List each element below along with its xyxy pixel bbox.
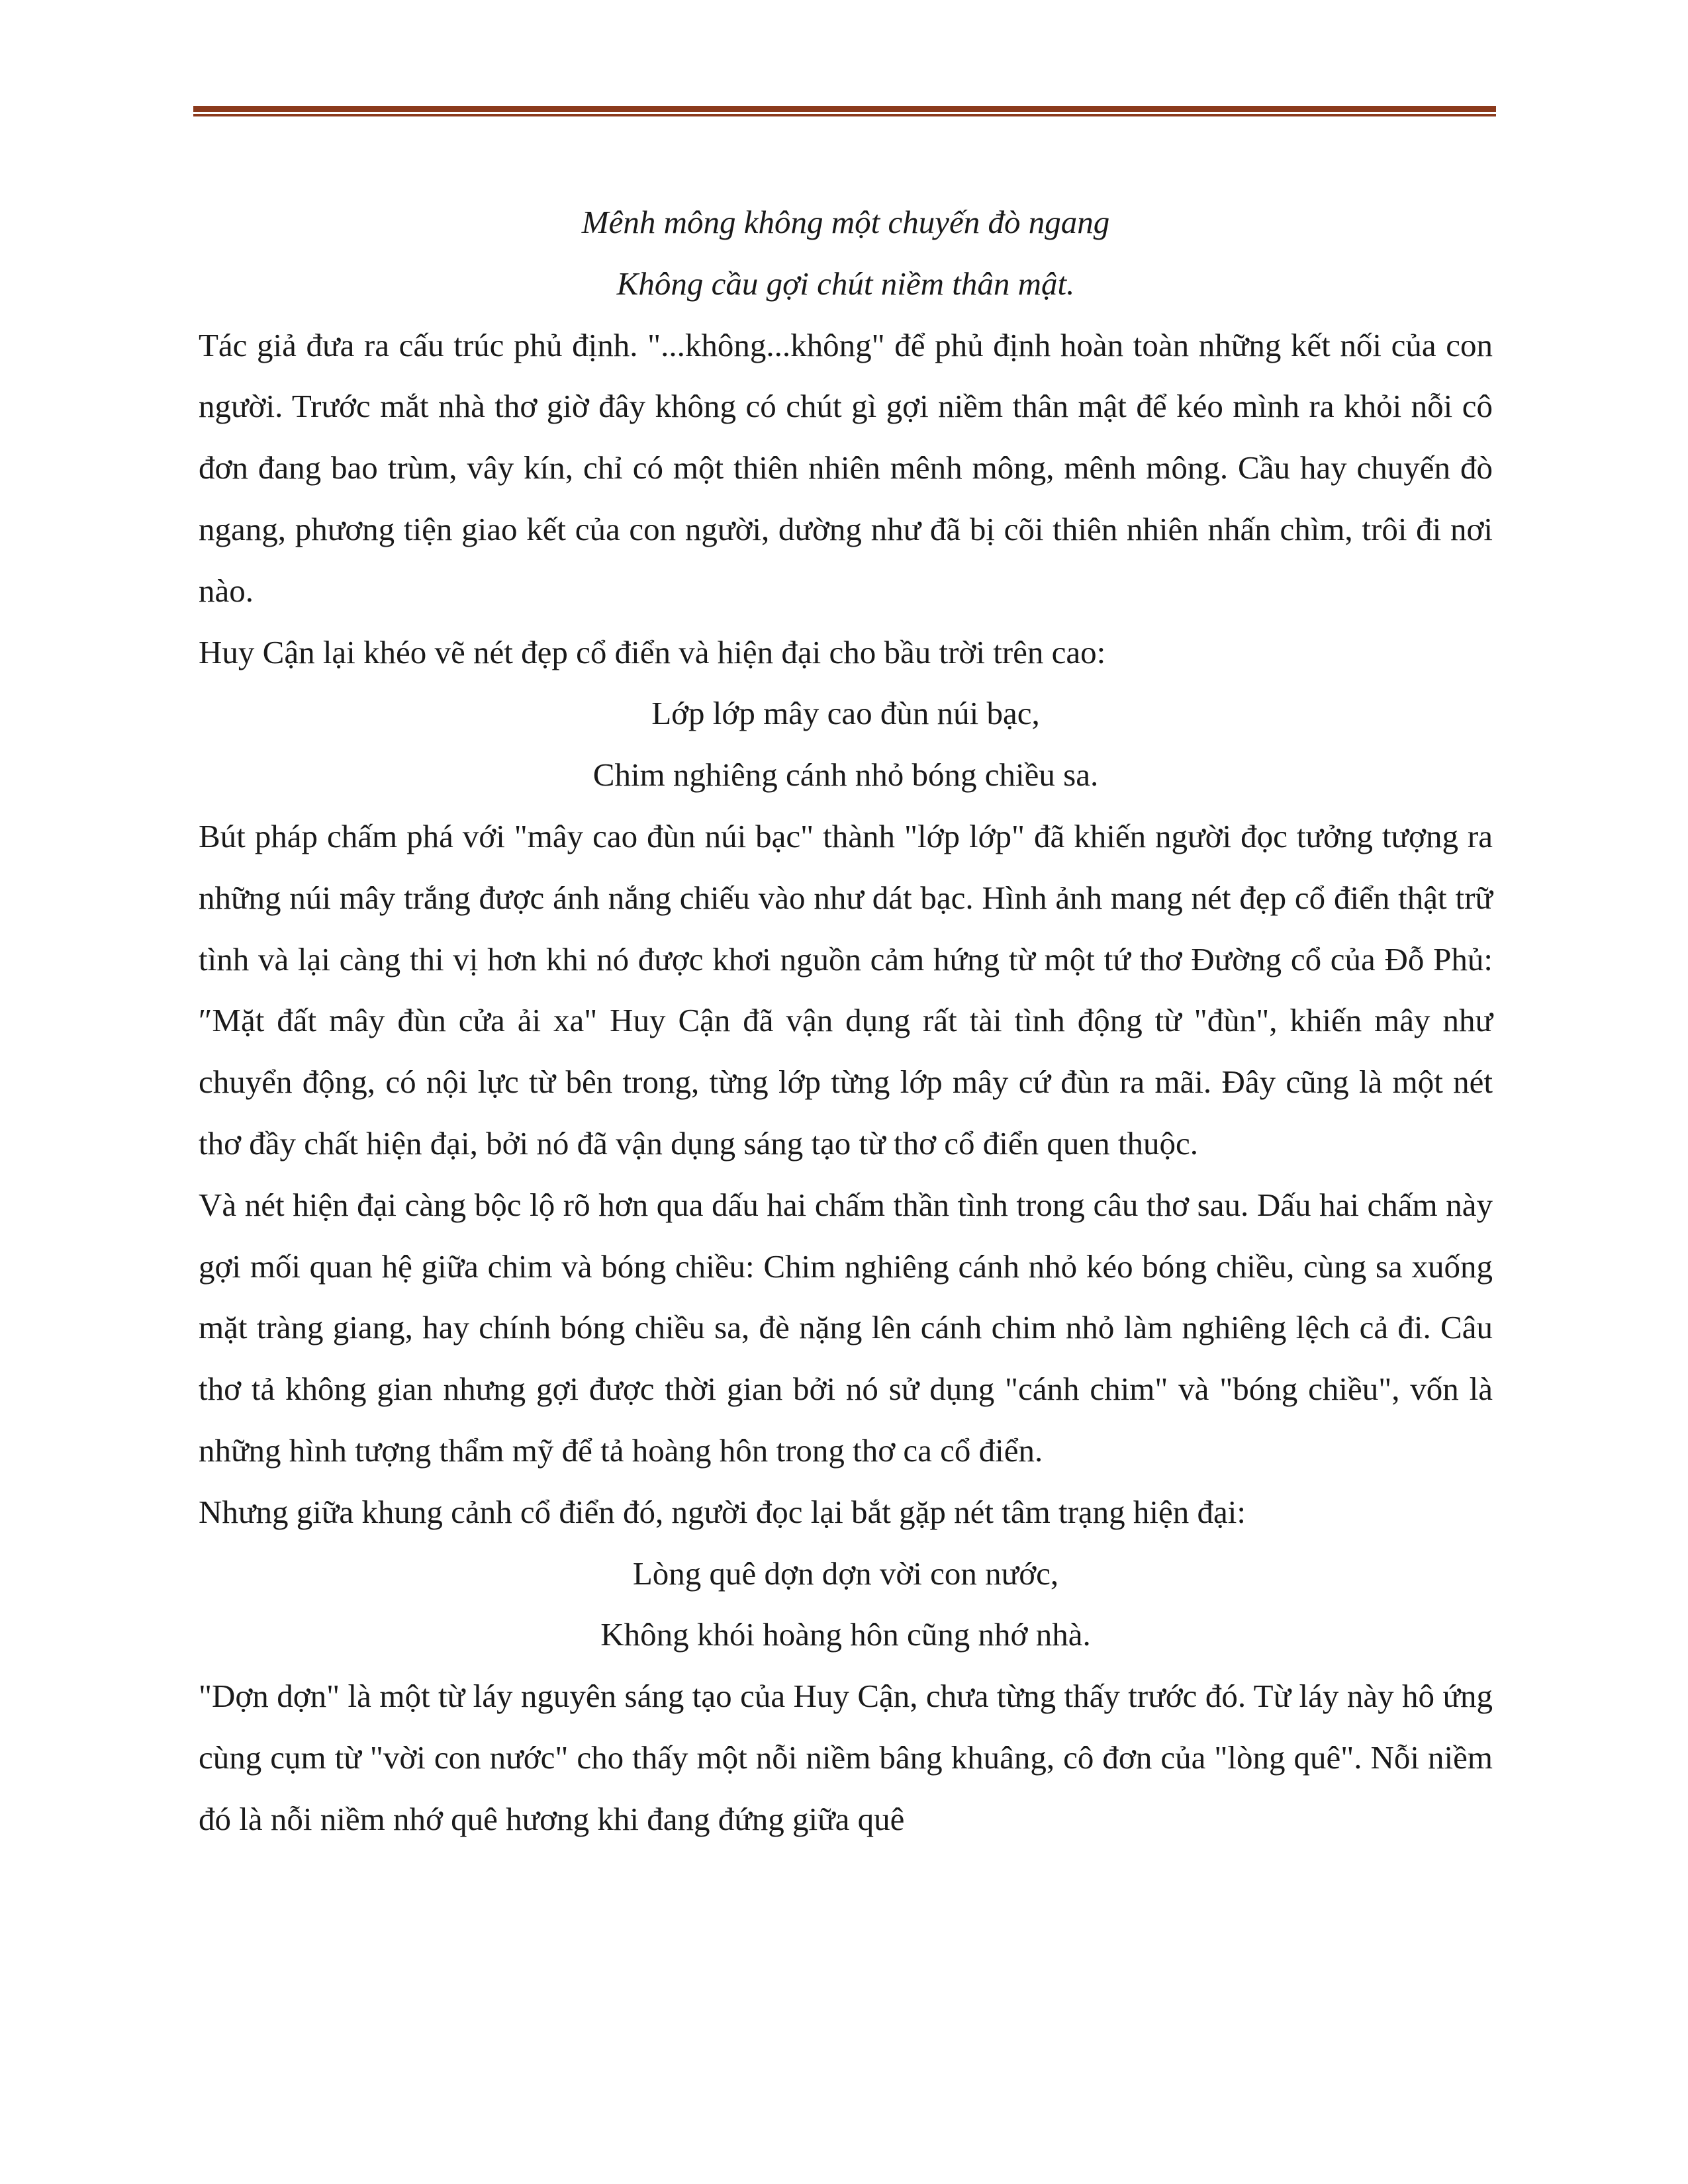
poem-line: Không cầu gợi chút niềm thân mật. [616, 265, 1075, 302]
poem-line: Chim nghiêng cánh nhỏ bóng chiều sa. [592, 756, 1099, 794]
poem-line: Không khói hoàng hôn cũng nhớ nhà. [600, 1616, 1091, 1653]
header-rule-thick [193, 106, 1496, 112]
paragraph: Tác giả đưa ra cấu trúc phủ định. "...không...không" để phủ định hoàn toàn những kết nối của con người. Trước mắt nhà thơ giờ đây không có chút gì gợi niềm thân mật để kéo mình ra khỏi nỗi cô đơn đang bao trùm, vây kín, chỉ có một thiên nhiên mênh mông, mênh mông. Cầu hay chuyến đò ngang, phương tiện giao kết của con người, dường như đã bị cõi thiên nhiên nhấn chìm, trôi đi nơi nào. [199, 326, 1493, 609]
paragraph: Nhưng giữa khung cảnh cổ điển đó, người đọc lại bắt gặp nét tâm trạng hiện đại: [199, 1493, 1246, 1530]
header-rule-thin [193, 114, 1496, 116]
paragraph: Huy Cận lại khéo vẽ nét đẹp cổ điển và hiện đại cho bầu trời trên cao: [199, 633, 1106, 670]
paragraph: Và nét hiện đại càng bộc lộ rõ hơn qua dấu hai chấm thần tình trong câu thơ sau. Dấu hai chấm này gợi mối quan hệ giữa chim và bóng chiều: Chim nghiêng cánh nhỏ kéo bóng chiều, cùng sa xuống mặt tràng giang, hay chính bóng chiều sa, đè nặng lên cánh chim nhỏ làm nghiêng lệch cả đi. Câu thơ tả không gian nhưng gợi được thời gian bởi nó sử dụng "cánh chim" và "bóng chiều", vốn là những hình tượng thẩm mỹ để tả hoàng hôn trong thơ ca cổ điển. [199, 1186, 1493, 1469]
paragraph: Bút pháp chấm phá với "mây cao đùn núi bạc" thành "lớp lớp" đã khiến người đọc tưởng tượng ra những núi mây trắng được ánh nắng chiếu vào như dát bạc. Hình ảnh mang nét đẹp cổ điển thật trữ tình và lại càng thi vị hơn khi nó được khơi nguồn cảm hứng từ một tứ thơ Đường cổ của Đỗ Phủ: ″Mặt đất mây đùn cửa ải xa" Huy Cận đã vận dụng rất tài tình động từ "đùn", khiến mây như chuyển động, có nội lực từ bên trong, từng lớp từng lớp mây cứ đùn ra mãi. Đây cũng là một nét thơ đầy chất hiện đại, bởi nó đã vận dụng sáng tạo từ thơ cổ điển quen thuộc. [199, 817, 1493, 1161]
poem-line: Lòng quê dợn dợn vời con nước, [632, 1555, 1059, 1592]
poem-line: Mênh mông không một chuyến đò ngang [581, 204, 1110, 240]
header-rule [193, 106, 1496, 116]
paragraph: "Dợn dợn" là một từ láy nguyên sáng tạo của Huy Cận, chưa từng thấy trước đó. Từ láy này hô ứng cùng cụm từ "vời con nước" cho thấy một nỗi niềm bâng khuâng, cô đơn của "lòng quê". Nỗi niềm đó là nỗi niềm nhớ quê hương khi đang đứng giữa quê [199, 1678, 1493, 1837]
poem-line: Lớp lớp mây cao đùn núi bạc, [651, 695, 1040, 732]
document-body [199, 192, 1493, 1850]
